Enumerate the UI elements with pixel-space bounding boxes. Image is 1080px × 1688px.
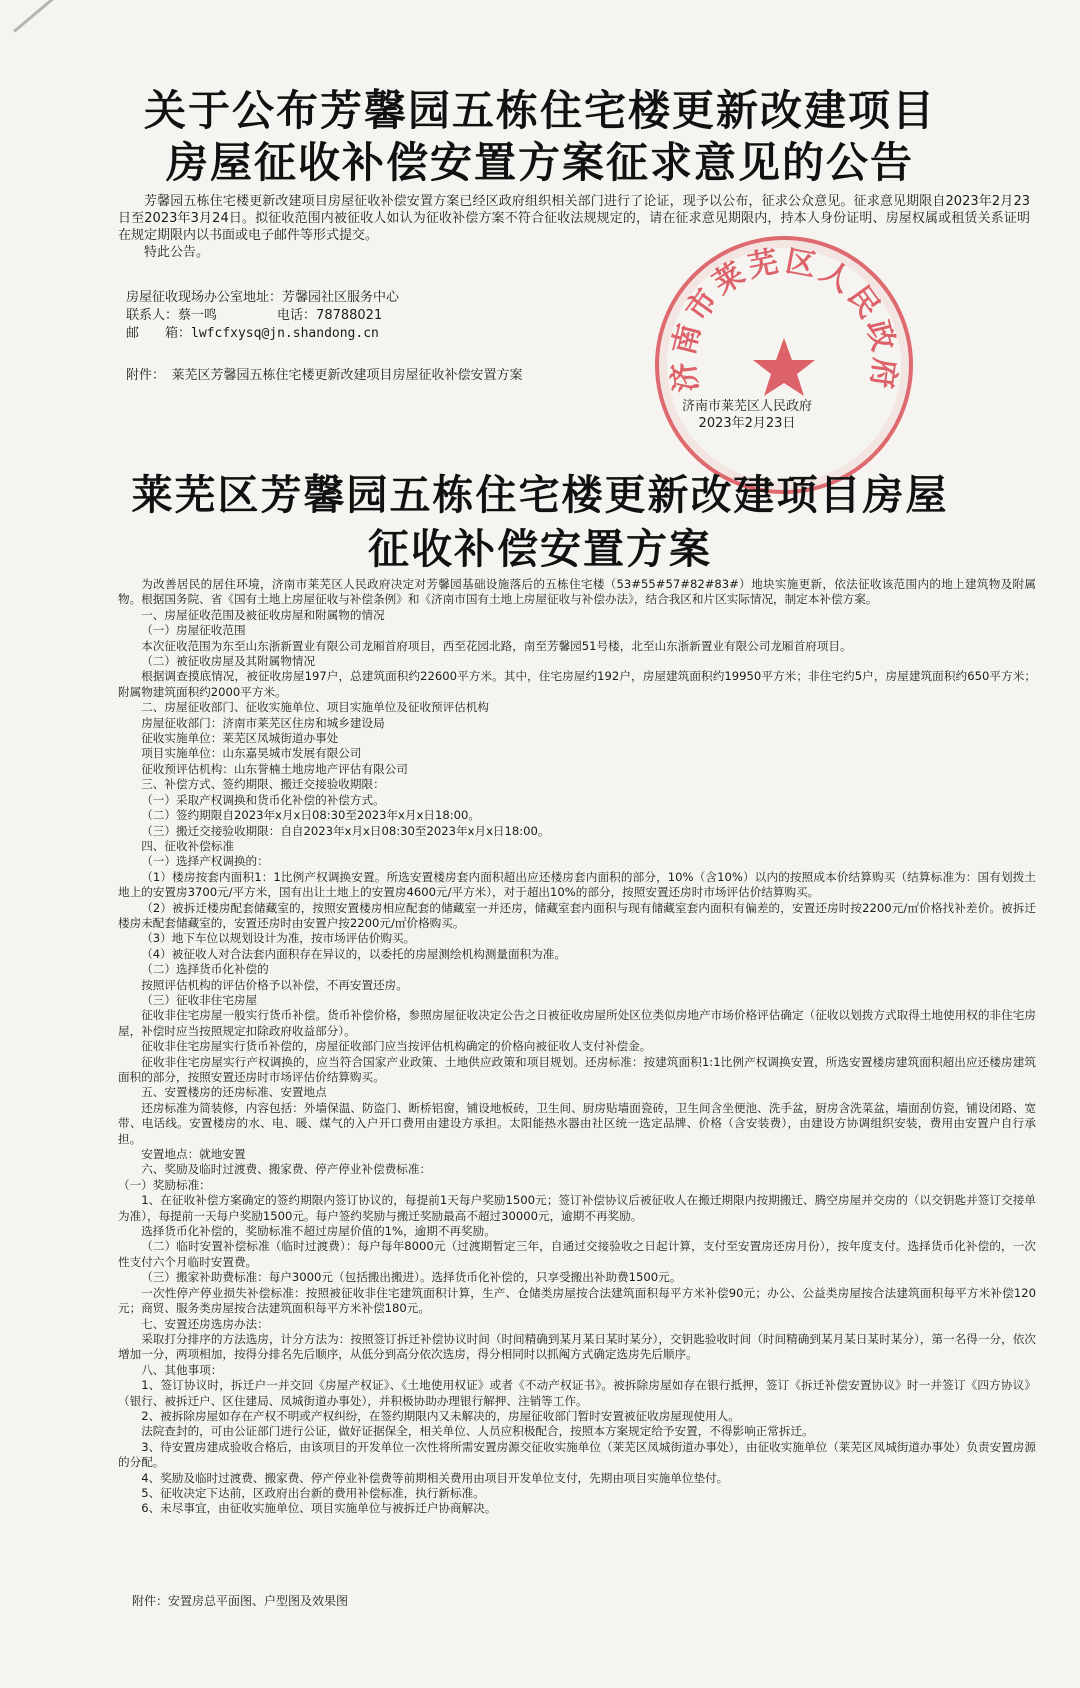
plan-paragraph: （3）地下车位以规划设计为准，按市场评估价购买。 bbox=[141, 931, 416, 946]
plan-paragraph: 安置地点：就地安置 bbox=[141, 1147, 246, 1162]
plan-paragraph: 3、待安置房建成验收合格后，由该项目的开发单位一次性将所需安置房源交征收实施单位（莱芜区凤城街道办事处），由征收实施单位（莱芜区凤城街道办事处）负责安置房源的分配。 bbox=[118, 1439, 1036, 1470]
email-label: 邮 箱： bbox=[126, 326, 192, 341]
plan-paragraph: 三、补偿方式、签约期限、搬迁交接验收期限： bbox=[141, 777, 385, 792]
plan-paragraph: 1、在征收补偿方案确定的签约期限内签订协议的，每提前1天每户奖励1500元；签订补偿协议后被征收人在搬迁期限内按期搬迁、腾空房屋并交房的（以交钥匙并签订交接单为准），每提前一天每户奖励1500元。每户签约奖励与搬迁奖励最高不超过30000元，逾期不再奖励。 bbox=[118, 1193, 1036, 1223]
phone-value: 78788021 bbox=[316, 308, 383, 323]
email-value: lwfcfxysq@jn.shandong.cn bbox=[191, 326, 379, 341]
plan-paragraph: 法院查封的，可由公证部门进行公证，做好证据保全，相关单位、人员应积极配合，按照本方案规定给予安置，不得影响正常拆迁。 bbox=[141, 1424, 814, 1439]
plan-paragraph: 五、安置楼房的还房标准、安置地点 bbox=[141, 1085, 327, 1100]
plan-paragraph: 4、奖励及临时过渡费、搬家费、停产停业补偿费等前期相关费用由项目开发单位支付，先期由项目实施单位垫付。 bbox=[141, 1470, 729, 1485]
plan-title-line1: 莱芜区芳馨园五栋住宅楼更新改建项目房屋 bbox=[131, 471, 949, 519]
plan-paragraph: （三）搬迁交接验收期限：自自2023年x月x日08:30至2023年x月x日18:00。 bbox=[141, 823, 550, 838]
plan-paragraph: 征收非住宅房屋实行货币补偿的，房屋征收部门应当按评估机构确定的价格向被征收人支付补偿金。 bbox=[141, 1039, 652, 1054]
plan-paragraph: 6、未尽事宜，由征收实施单位、项目实施单位与被拆迁户协商解决。 bbox=[141, 1501, 497, 1516]
plan-paragraph: （二）被征收房屋及其附属物情况 bbox=[141, 654, 316, 669]
plan-body bbox=[118, 577, 1036, 1517]
plan-paragraph: （二）临时安置补偿标准（临时过渡费）：每户每年8000元（过渡期暂定三年，自通过交接验收之日起计算，支付至安置房还房月份），按年度支付。选择货币化补偿的，一次性支付六个月临时安置费。 bbox=[118, 1239, 1036, 1269]
plan-paragraph: 六、奖励及临时过渡费、搬家费、停产停业补偿费标准： bbox=[141, 1162, 432, 1177]
official-seal bbox=[655, 236, 913, 494]
issue-date: 2023年2月23日 bbox=[698, 416, 796, 431]
plan-paragraph: （二）签约期限自2023年x月x日08:30至2023年x月x日18:00。 bbox=[141, 808, 480, 823]
seal-graphic bbox=[659, 240, 909, 490]
plan-paragraph: 1、签订协议时，拆迁户一并交回《房屋产权证》、《土地使用权证》或者《不动产权证书》。被拆除房屋如存在银行抵押，签订《拆迁补偿安置协议》时一并签订《四方协议》（银行、被拆迁户、区住建局、凤城街道办事处），并积极协助办理银行解押、注销等工作。 bbox=[118, 1378, 1036, 1408]
notice-attachment: 附件： 莱芜区芳馨园五栋住宅楼更新改建项目房屋征收补偿安置方案 bbox=[126, 368, 523, 383]
plan-paragraph: （三）征收非住宅房屋 bbox=[141, 992, 258, 1007]
plan-paragraph: 一、房屋征收范围及被征收房屋和附属物的情况 bbox=[141, 607, 385, 622]
plan-paragraph: 按照评估机构的评估价格予以补偿，不再安置还房。 bbox=[141, 977, 408, 992]
plan-paragraph: 征收非住宅房屋一般实行货币补偿。货币补偿价格，参照房屋征收决定公告之日被征收房屋所处区位类似房地产市场价格评估确定（征收以划拨方式取得土地使用权的非住宅房屋，补偿时应当按照规定扣除政府收益部分）。 bbox=[118, 1008, 1036, 1038]
plan-paragraph: 5、征收决定下达前，区政府出台新的费用补偿标准，执行新标准。 bbox=[141, 1485, 485, 1500]
plan-paragraph: 根据调查摸底情况，被征收房屋197户，总建筑面积约22600平方米。其中，住宅房屋约192户，房屋建筑面积约19950平方米；非住宅约5户，房屋建筑面积约650平方米；附属物建筑面积约2000平方米。 bbox=[118, 669, 1036, 699]
plan-paragraph: 八、其他事项： bbox=[141, 1362, 223, 1377]
plan-paragraph: 选择货币化补偿的，奖励标准不超过房屋价值的1%，逾期不再奖励。 bbox=[141, 1224, 496, 1239]
plan-paragraph: 二、房屋征收部门、征收实施单位、项目实施单位及征收预评估机构 bbox=[141, 700, 490, 715]
issuer-name: 济南市莱芜区人民政府 bbox=[682, 399, 813, 414]
plan-title-line2: 征收补偿安置方案 bbox=[368, 525, 712, 573]
plan-paragraph: （二）选择货币化补偿的 bbox=[141, 962, 269, 977]
pen-mark bbox=[13, 0, 58, 33]
phone-label: 电话： bbox=[277, 308, 317, 323]
plan-paragraph: 征收非住宅房屋实行产权调换的，应当符合国家产业政策、土地供应政策和项目规划。还房标准：按建筑面积1:1比例产权调换安置，所选安置楼房建筑面积超出应还楼房建筑面积的部分，按照安置还房时市场评估价结算购买。 bbox=[118, 1054, 1036, 1084]
seal-star-icon bbox=[753, 338, 815, 396]
notice-closing: 特此公告。 bbox=[144, 245, 210, 260]
plan-paragraph: 房屋征收部门：济南市莱芜区住房和城乡建设局 bbox=[141, 715, 385, 730]
plan-paragraph: （三）搬家补助费标准：每户3000元（包括搬出搬进）。选择货币化补偿的，只享受搬出补助费1500元。 bbox=[141, 1270, 682, 1285]
plan-paragraph: （1）楼房按套内面积1：1比例产权调换安置。所选安置楼房套内面积超出应还楼房套内面积的部分，10%（含10%）以内的按照成本价结算购买（结算标准为：国有划拨土地上的安置房3700元/平方米，国有出让土地上的安置房4600元/平方米），对于超出10%的部分，按照安置还房时市场评估价结算购买。 bbox=[118, 869, 1036, 900]
plan-paragraph: 一次性停产停业损失补偿标准：按照被征收非住宅建筑面积计算，生产、仓储类房屋按合法建筑面积每平方米补偿90元；办公、公益类房屋按合法建筑面积每平方米补偿120元；商贸、服务类房屋按合法建筑面积每平方米补偿180元。 bbox=[118, 1285, 1036, 1316]
plan-paragraph: 为改善居民的居住环境，济南市莱芜区人民政府决定对芳馨园基础设施落后的五栋住宅楼（53#55#57#82#83#）地块实施更新，依法征收该范围内的地上建筑物及附属物。根据国务院、省《国有土地上房屋征收与补偿条例》和《济南市国有土地上房屋征收与补偿办法》，结合我区和片区实际情况，制定本补偿方案。 bbox=[118, 577, 1036, 607]
issuer-block bbox=[682, 398, 812, 432]
notice-title-line2: 房屋征收补偿安置方案征求意见的公告 bbox=[165, 138, 914, 187]
seal-text: 济南市莱芜区人民政府 bbox=[665, 243, 903, 395]
plan-paragraph: 项目实施单位：山东嘉昊城市发展有限公司 bbox=[141, 746, 362, 761]
notice-title-line1: 关于公布芳馨园五栋住宅楼更新改建项目 bbox=[143, 86, 936, 135]
plan-paragraph: （2）被拆迁楼房配套储藏室的，按照安置楼房相应配套的储藏室一并还房，储藏室套内面积与现有储藏室套内面积有偏差的，安置还房时按2200元/㎡价格找补差价。被拆迁楼房未配套储藏室的，安置还房时由安置户按2200元/㎡价格购买。 bbox=[118, 900, 1036, 930]
notice-paragraph: 芳馨园五栋住宅楼更新改建项目房屋征收补偿安置方案已经区政府组织相关部门进行了论证，现予以公布，征求公众意见。征求意见期限自2023年2月23日至2023年3月24日。拟征收范围内被征收人如认为征收补偿方案不符合征收法规规定的，请在征求意见期限内，持本人身份证明、房屋权属或租赁关系证明在规定期限内以书面或电子邮件等形式提交。 bbox=[118, 194, 1030, 243]
plan-paragraph: 还房标准为简装修，内容包括：外墙保温、防盗门、断桥铝窗，铺设地板砖，卫生间、厨房贴墙面瓷砖，卫生间含坐便池、洗手盆，厨房含洗菜盆，墙面刮仿瓷，铺设闭路、宽带、电话线。安置楼房的水、电、暖、煤气的入户开口费用由建设方承担。太阳能热水器由社区统一选定品牌、价格（含安装费），由建设方协调组织安装，费用由安置户自行承担。 bbox=[118, 1100, 1036, 1146]
plan-paragraph: （一）奖励标准： bbox=[118, 1177, 211, 1192]
plan-paragraph: 七、安置还房选房办法： bbox=[141, 1316, 269, 1331]
office-value: 芳馨园社区服务中心 bbox=[282, 290, 400, 305]
office-label: 房屋征收现场办公室地址： bbox=[126, 290, 283, 305]
plan-paragraph: （一）采取产权调换和货币化补偿的补偿方式。 bbox=[141, 792, 385, 807]
plan-attachment: 附件：安置房总平面图、户型图及效果图 bbox=[132, 1594, 349, 1608]
plan-paragraph: （4）被征收人对合法套内面积存在异议的，以委托的房屋测绘机构测量面积为准。 bbox=[141, 946, 566, 961]
plan-paragraph: （一）选择产权调换的： bbox=[141, 854, 269, 869]
contact-value: 蔡一鸣 bbox=[178, 308, 218, 323]
plan-paragraph: 采取打分排序的方法选房，计分方法为：按照签订拆迁补偿协议时间（时间精确到某月某日某时某分），交钥匙验收时间（时间精确到某月某日某时某分），第一名得一分，依次增加一分，两项相加，按得分排名先后顺序，从低分到高分依次选房，得分相同时以抓阄方式确定选房先后顺序。 bbox=[118, 1331, 1036, 1362]
plan-paragraph: 本次征收范围为东至山东浙新置业有限公司龙厢首府项目，西至花园北路，南至芳馨园51号楼，北至山东浙新置业有限公司龙厢首府项目。 bbox=[141, 638, 852, 653]
plan-paragraph: 征收预评估机构：山东誉楠土地房地产评估有限公司 bbox=[141, 761, 408, 776]
contact-label: 联系人： bbox=[126, 308, 179, 323]
contact-block bbox=[126, 289, 399, 343]
plan-paragraph: （一）房屋征收范围 bbox=[141, 623, 246, 638]
plan-paragraph: 征收实施单位：莱芜区凤城街道办事处 bbox=[141, 731, 339, 746]
plan-paragraph: 2、被拆除房屋如存在产权不明或产权纠纷，在签约期限内又未解决的，房屋征收部门暂时安置被征收房屋现使用人。 bbox=[141, 1408, 740, 1423]
plan-paragraph: 四、征收补偿标准 bbox=[141, 838, 234, 853]
